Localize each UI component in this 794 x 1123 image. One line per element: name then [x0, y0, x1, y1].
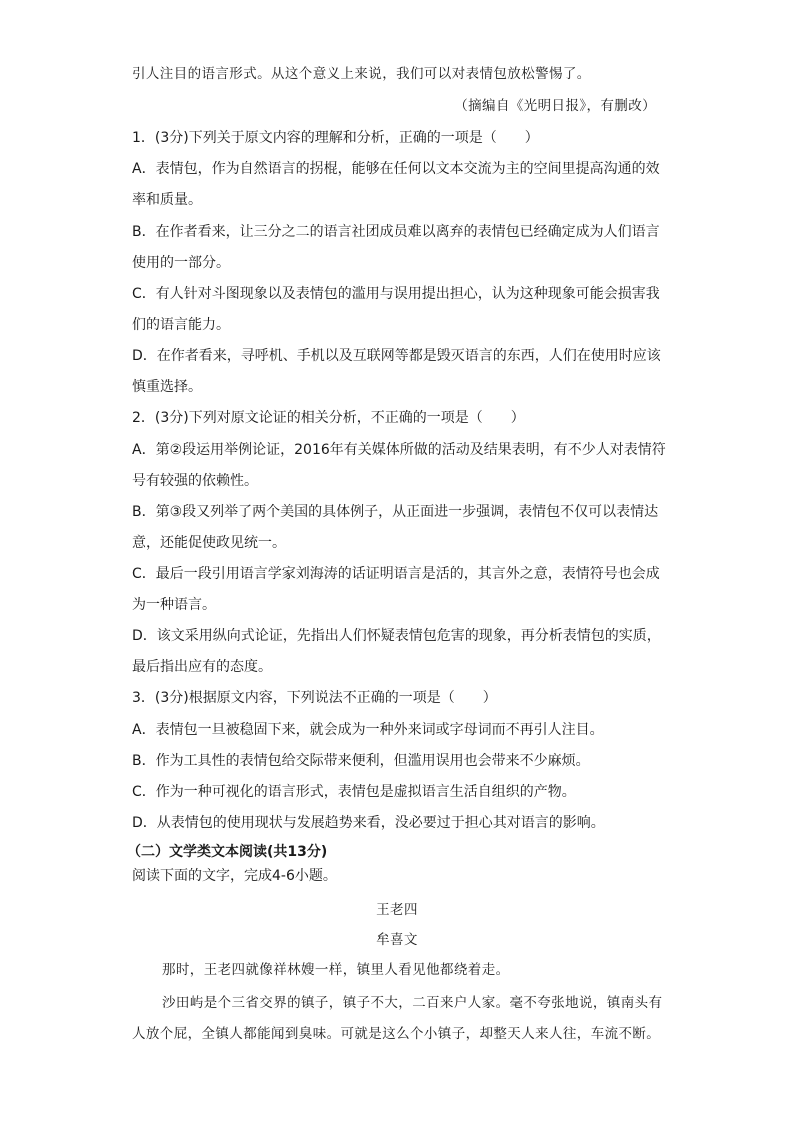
- passage-source: （摘编自《光明日报》，有删改）: [454, 98, 656, 114]
- story-author: 牟喜文: [376, 932, 418, 948]
- passage-closing-line: 引人注目的语言形式。从这个意义上来说，我们可以对表情包放松警惕了。: [132, 66, 591, 82]
- section-heading: （二）文学类文本阅读(共13分): [127, 844, 328, 860]
- story-title: 王老四: [376, 902, 418, 918]
- question-3-option-c: C．作为一种可视化的语言形式，表情包是虚拟语言生活自组织的产物。: [132, 784, 576, 800]
- question-2-option-a: A．第②段运用举例论证，2016年有关媒体所做的活动及结果表明，有不少人对表情符: [132, 442, 666, 458]
- question-2-option-a-cont: 号有较强的依赖性。: [132, 473, 258, 489]
- question-1-stem: 1．(3分)下列关于原文内容的理解和分析，正确的一项是（ ）: [132, 130, 539, 146]
- question-2-option-d-cont: 最后指出应有的态度。: [132, 659, 272, 675]
- question-3-stem: 3．(3分)根据原文内容，下列说法不正确的一项是（ ）: [132, 690, 497, 706]
- question-1-option-c-cont: 们的语言能力。: [132, 317, 230, 333]
- question-3-option-a: A．表情包一旦被稳固下来，就会成为一种外来词或字母词而不再引人注目。: [132, 722, 604, 738]
- question-1-option-a: A．表情包，作为自然语言的拐棍，能够在任何以文本交流为主的空间里提高沟通的效: [132, 161, 660, 177]
- question-1-option-c: C．有人针对斗图现象以及表情包的滥用与误用提出担心，认为这种现象可能会损害我: [132, 286, 660, 302]
- question-3-option-b: B．作为工具性的表情包给交际带来便利，但滥用误用也会带来不少麻烦。: [132, 753, 590, 769]
- question-1-option-d-cont: 慎重选择。: [132, 379, 202, 395]
- question-2-option-c: C．最后一段引用语言学家刘海涛的话证明语言是活的，其言外之意，表情符号也会成: [132, 566, 660, 582]
- question-1-option-b-cont: 使用的一部分。: [132, 255, 230, 271]
- question-2-option-b: B．第③段又列举了两个美国的具体例子，从正面进一步强调，表情包不仅可以表情达: [132, 504, 659, 520]
- question-3-option-d: D．从表情包的使用现状与发展趋势来看，没必要过于担心其对语言的影响。: [132, 815, 605, 831]
- question-1-option-b: B．在作者看来，让三分之二的语言社团成员难以离弃的表情包已经确定成为人们语言: [132, 224, 660, 240]
- question-2-stem: 2．(3分)下列对原文论证的相关分析，不正确的一项是（ ）: [132, 410, 525, 426]
- question-2-option-b-cont: 意，还能促使政见统一。: [132, 535, 286, 551]
- story-paragraph-2: 沙田屿是个三省交界的镇子，镇子不大，二百来户人家。毫不夸张地说，镇南头有: [162, 995, 663, 1011]
- question-2-option-c-cont: 为一种语言。: [132, 597, 216, 613]
- story-paragraph-2-cont: 人放个屁，全镇人都能闻到臭味。可就是这么个小镇子，却整天人来人往，车流不断。: [132, 1026, 661, 1042]
- section-instruction: 阅读下面的文字，完成4-6小题。: [132, 868, 337, 884]
- question-2-option-d: D．该文采用纵向式论证，先指出人们怀疑表情包危害的现象，再分析表情包的实质，: [132, 628, 661, 644]
- question-1-option-d: D．在作者看来，寻呼机、手机以及互联网等都是毁灭语言的东西，人们在使用时应该: [132, 348, 661, 364]
- question-1-option-a-cont: 率和质量。: [132, 192, 202, 208]
- story-paragraph-1: 那时，王老四就像祥林嫂一样，镇里人看见他都绕着走。: [162, 962, 510, 978]
